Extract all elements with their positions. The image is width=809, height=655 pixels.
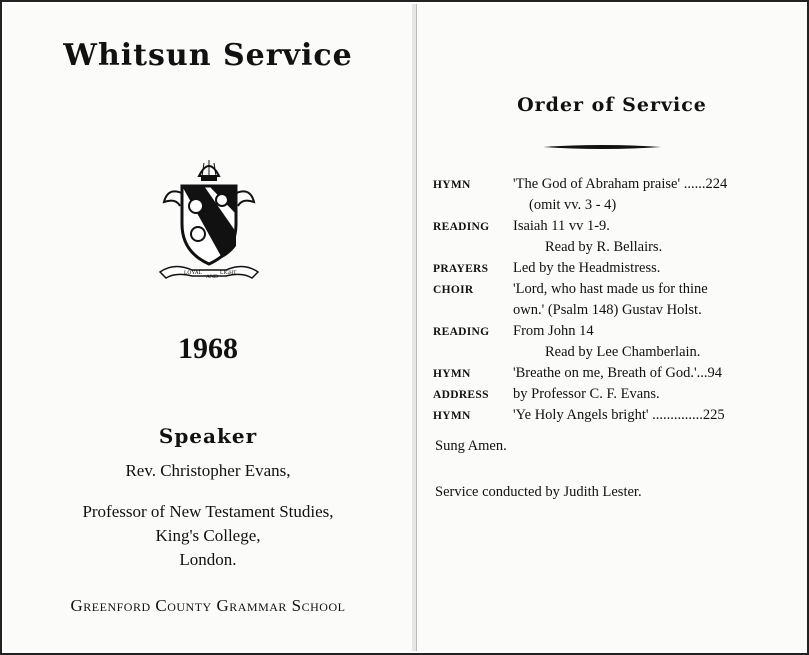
item-text: 'The God of Abraham praise' ......224: [513, 176, 728, 192]
item-label: ADDRESS: [433, 389, 489, 401]
conducted-by: Service conducted by Judith Lester.: [435, 484, 642, 500]
list-item: [433, 239, 807, 260]
list-item: [433, 302, 807, 323]
crest-motto-right: LIGHT: [220, 270, 237, 276]
list-item: [433, 386, 807, 407]
list-item: [433, 344, 807, 365]
item-label: HYMN: [433, 179, 471, 191]
crest-motto-center: AND: [206, 274, 218, 280]
list-item: [433, 197, 807, 218]
sung-amen: Sung Amen.: [435, 438, 507, 454]
service-title: Whitsun Service: [63, 38, 353, 73]
item-text: Led by the Headmistress.: [513, 260, 661, 276]
list-item: [433, 323, 807, 344]
speaker-name: Rev. Christopher Evans,: [125, 461, 291, 480]
list-item: [433, 260, 807, 281]
school-crest-icon: [154, 154, 264, 284]
speaker-role: [4, 500, 412, 572]
speaker-heading: Speaker: [158, 424, 258, 448]
list-item: [433, 407, 807, 428]
speaker-role-line: King's College,: [155, 526, 261, 545]
crest-motto-left: LOYAL: [184, 270, 203, 276]
item-label: HYMN: [433, 368, 471, 380]
item-text: Read by R. Bellairs.: [545, 239, 663, 255]
item-text: 'Breathe on me, Breath of God.'...94: [513, 365, 722, 381]
item-label: CHOIR: [433, 284, 474, 296]
item-text: Isaiah 11 vv 1-9.: [513, 218, 610, 234]
item-text: (omit vv. 3 - 4): [529, 197, 617, 213]
list-item: [433, 176, 807, 197]
item-label: HYMN: [433, 410, 471, 422]
order-heading: Order of Service: [517, 94, 707, 116]
item-text: 'Lord, who hast made us for thine: [513, 281, 708, 297]
list-item: [433, 218, 807, 239]
flourish-divider-icon: [543, 142, 661, 152]
left-page: [4, 4, 413, 651]
item-text: From John 14: [513, 323, 594, 339]
speaker-role-line: London.: [179, 550, 237, 569]
item-label: PRAYERS: [433, 263, 489, 275]
item-text: Read by Lee Chamberlain.: [545, 344, 701, 360]
item-text: own.' (Psalm 148) Gustav Holst.: [513, 302, 702, 318]
item-text: by Professor C. F. Evans.: [513, 386, 660, 402]
right-page: [416, 4, 807, 651]
item-text: 'Ye Holy Angels bright' ..............225: [513, 407, 725, 423]
list-item: [433, 365, 807, 386]
order-of-service-list: [433, 176, 807, 428]
service-year: 1968: [178, 332, 238, 365]
speaker-role-line: Professor of New Testament Studies,: [82, 502, 334, 521]
list-item: [433, 281, 807, 302]
item-label: READING: [433, 221, 490, 233]
school-name: Greenford County Grammar School: [70, 596, 346, 615]
item-label: READING: [433, 326, 490, 338]
